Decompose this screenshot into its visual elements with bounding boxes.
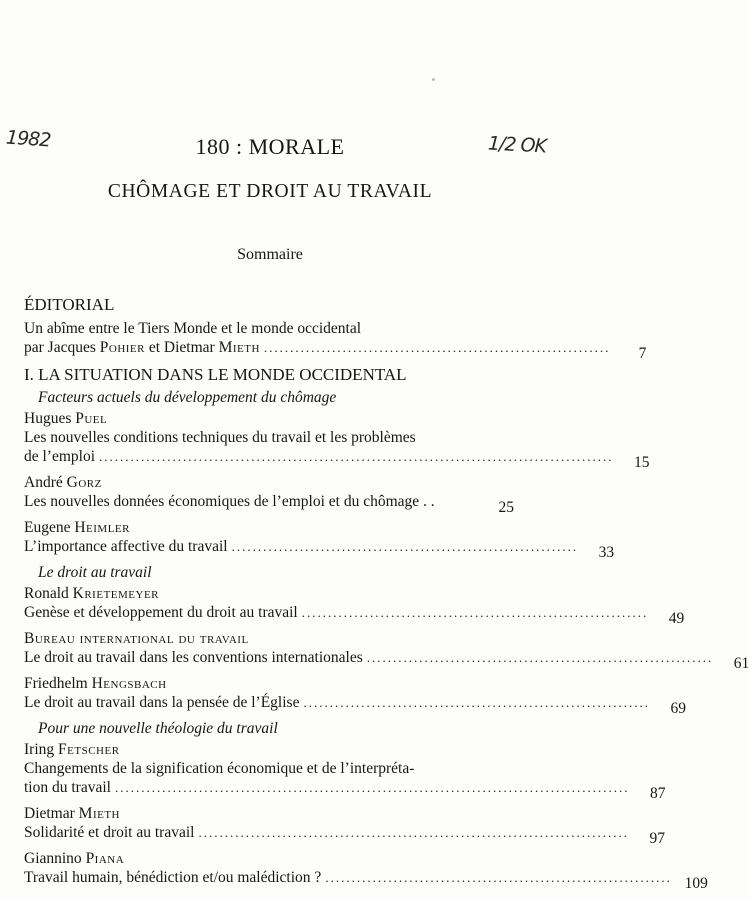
author-lastname: Pohier — [99, 339, 145, 356]
editorial-entry — [24, 319, 647, 362]
leader-dots: .................................................................. — [231, 539, 579, 554]
page-number: 49 — [668, 610, 685, 627]
subsection-heading: Pour une nouvelle théologie du travail — [38, 720, 278, 737]
author-lastname: Krietemeyer — [72, 585, 160, 602]
toc-entry — [24, 674, 686, 717]
author-lastname: Piana — [85, 850, 125, 867]
entry-title: L’importance affective du travail — [24, 538, 228, 555]
entry-title: Solidarité et droit au travail — [24, 824, 195, 841]
author: Eugene Heimler — [24, 519, 130, 536]
toc-entry — [24, 409, 650, 471]
toc-entry — [24, 584, 685, 627]
leader-dots: .................................................................................. — [198, 825, 629, 840]
leader-dots: .................................................................. — [303, 695, 650, 710]
author-lastname: Mieth — [218, 339, 260, 356]
section-heading: I. LA SITUATION DANS LE MONDE OCCIDENTAL — [24, 365, 407, 384]
entry-title: Les nouvelles données économiques de l’emploi et du chômage . . — [24, 493, 435, 510]
leader-dots: .................................................................. — [301, 605, 649, 620]
entry-title-cont: de l’emploi — [24, 448, 96, 465]
author: Iring Fetscher — [24, 741, 120, 758]
handwritten-year: 1982 — [5, 126, 52, 152]
leader-dots: .................................................................. — [366, 650, 714, 665]
byline-mid: et Dietmar — [144, 339, 219, 356]
page-number: 87 — [649, 785, 666, 802]
toc-entry — [24, 804, 665, 847]
byline-prefix: par Jacques — [24, 339, 100, 356]
author-lastname: Hengsbach — [91, 675, 167, 692]
toc-entry — [24, 849, 708, 892]
leader-dots: .................................................................................................. — [99, 449, 614, 464]
toc-entry — [24, 740, 666, 802]
author-lastname: Gorz — [66, 474, 102, 491]
author: Hugues Puel — [24, 410, 108, 427]
entry-title-cont: tion du travail — [24, 779, 111, 796]
editorial-heading: ÉDITORIAL — [24, 295, 115, 314]
author: André Gorz — [24, 474, 102, 491]
author-lastname: Puel — [75, 410, 108, 427]
table-of-contents — [24, 294, 749, 894]
page-number: 15 — [634, 454, 650, 471]
author: Giannino Piana — [24, 850, 125, 867]
entry-title: Genèse et développement du droit au travail — [24, 604, 298, 621]
author-lastname: Fetscher — [58, 741, 120, 758]
author: Ronald Krietemeyer — [24, 585, 160, 602]
entry-title: Le droit au travail dans la pensée de l’Église — [24, 694, 300, 711]
handwritten-note: 1/2 OK — [487, 132, 547, 158]
author: Friedhelm Hengsbach — [24, 675, 167, 692]
entry-title: Les nouvelles conditions techniques du travail et les problèmes — [24, 429, 416, 446]
page-number: 109 — [684, 875, 708, 892]
subsection-heading: Facteurs actuels du développement du chômage — [38, 389, 337, 406]
entry-title: Un abîme entre le Tiers Monde et le monde occidental — [24, 320, 362, 337]
page-number: 33 — [598, 544, 615, 561]
subsection-heading: Le droit au travail — [38, 564, 152, 581]
leader-dots: .................................................................................................. — [114, 780, 630, 795]
author-lastname: Heimler — [74, 519, 130, 536]
author: Bureau international du travail — [24, 630, 249, 647]
leader-dots: .................................................................. — [263, 340, 611, 355]
summary-heading: Sommaire — [237, 246, 303, 263]
entry-title: Changements de la signification économique et de l’interpréta- — [24, 760, 415, 777]
page-number: 25 — [498, 499, 514, 516]
entry-title: Le droit au travail dans les conventions internationales — [24, 649, 363, 666]
toc-entry — [24, 518, 615, 561]
leader-dots: .................................................................. — [325, 870, 672, 885]
author: Dietmar Mieth — [24, 805, 120, 822]
volume-title: 180 : MORALE — [195, 134, 345, 159]
toc-entry — [24, 473, 514, 516]
issue-title: CHÔMAGE ET DROIT AU TRAVAIL — [107, 181, 433, 202]
page-number: 7 — [638, 345, 647, 362]
page-number: 97 — [649, 830, 665, 847]
page-number: 69 — [670, 700, 686, 717]
author-lastname: Mieth — [78, 805, 120, 822]
entry-title: Travail humain, bénédiction et/ou malédiction ? — [24, 869, 322, 886]
page-number: 61 — [733, 655, 749, 672]
speck — [432, 78, 435, 81]
toc-entry — [24, 629, 749, 672]
